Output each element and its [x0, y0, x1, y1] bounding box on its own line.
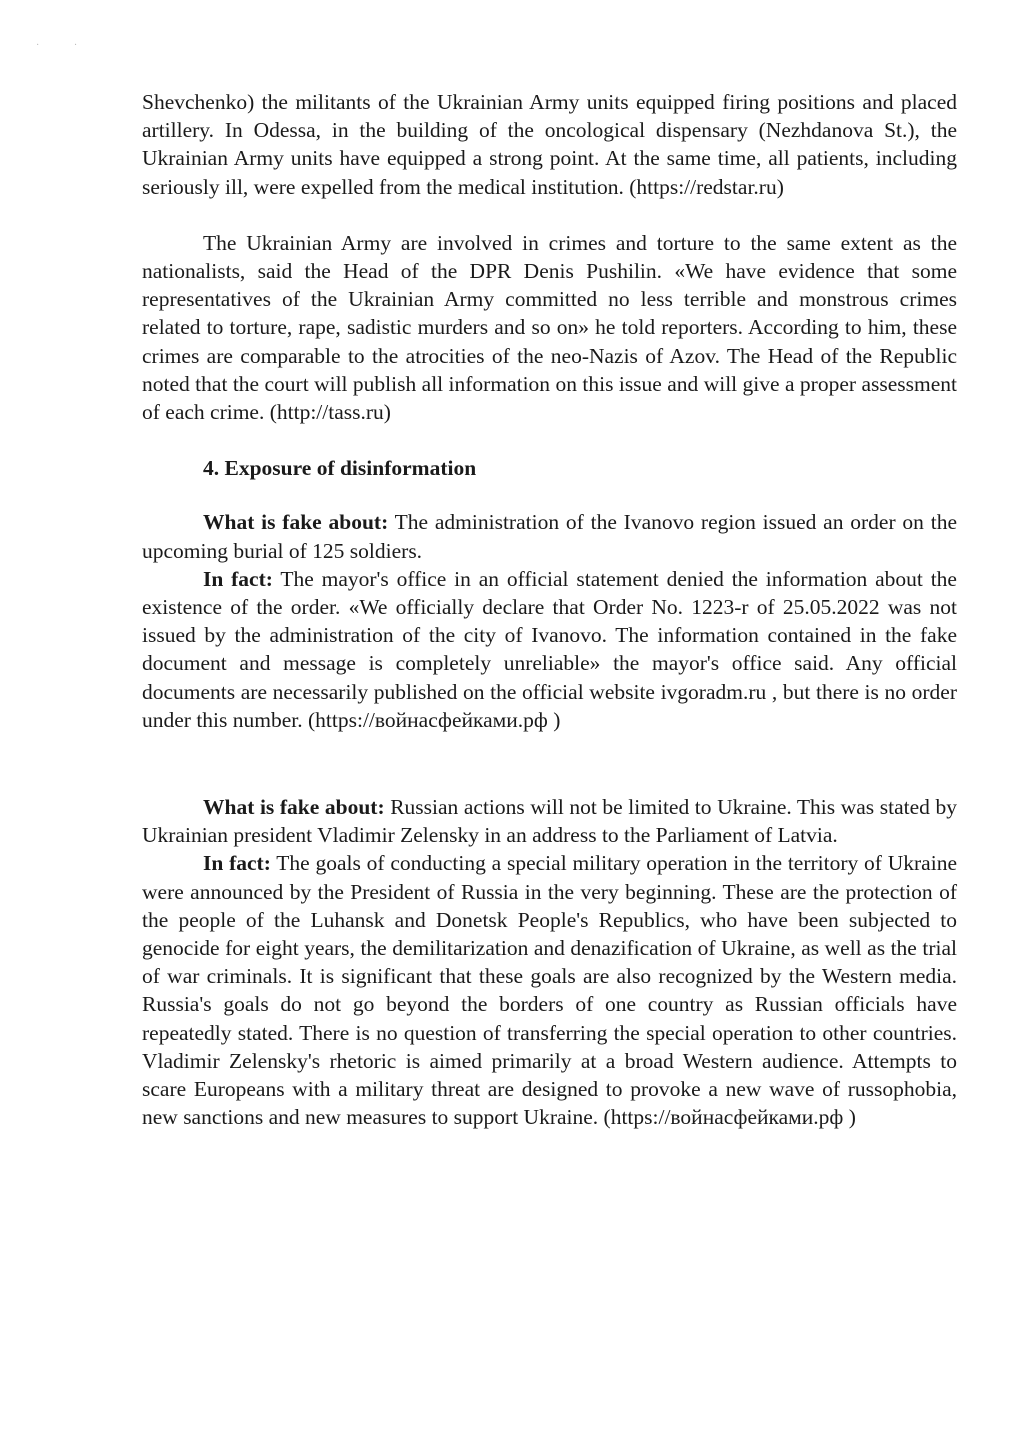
- scan-artifact: · ·: [36, 40, 94, 51]
- fake-claim: [142, 508, 957, 564]
- document-page: [142, 88, 957, 1132]
- fact-label: In fact:: [203, 851, 271, 876]
- fake-label: What is fake about:: [203, 795, 385, 820]
- fact-statement: [142, 849, 957, 1131]
- fact-statement: [142, 565, 957, 734]
- fact-label: In fact:: [203, 566, 273, 591]
- fact-text: The mayor's office in an official statement denied the information about the existence of the order. «We officially declare that Order No. 1223-r of 25.05.2022 was not issued by the administration of the city of Ivanovo. The information contained in the fake document and message is completely unreliable» the mayor's office said. Any official documents are necessarily published on the official website ivgoradm.ru , but there is no order under this number. (https://войнасфейками.рф ): [142, 566, 957, 732]
- paragraph-odessa: Shevchenko) the militants of the Ukrainian Army units equipped firing positions and placed artillery. In Odessa, in the building of the oncological dispensary (Nezhdanova St.), the Ukrainian Army units have equipped a strong point. At the same time, all patients, including seriously ill, were expelled from the medical institution. (https://redstar.ru): [142, 90, 957, 199]
- paragraph-pushilin: The Ukrainian Army are involved in crimes and torture to the same extent as the nationalists, said the Head of the DPR Denis Pushilin. «We have evidence that some representatives of the Ukrainian Army committed no less terrible and monstrous crimes related to torture, rape, sadistic murders and so on» he told reporters. According to him, these crimes are comparable to the atrocities of the neo-Nazis of Azov. The Head of the Republic noted that the court will publish all information on this issue and will give a proper assessment of each crime. (http://tass.ru): [142, 230, 957, 425]
- fake-text: Russian actions will not be limited to Ukraine. This was stated by Ukrainian president Vladimir Zelensky in an address to the Parliament of Latvia.: [142, 795, 957, 848]
- fake-label: What is fake about:: [203, 510, 389, 535]
- fake-item-zelensky: [142, 793, 957, 1131]
- fake-text: The administration of the Ivanovo region issued an order on the upcoming burial of 125 soldiers.: [142, 510, 957, 563]
- fact-text: The goals of conducting a special military operation in the territory of Ukraine were announced by the President of Russia in the very beginning. These are the protection of the people of the Luhansk and Donetsk People's Republics, who have been subjected to genocide for eight years, the demilitarization and denazification of Ukraine, as well as the trial of war criminals. It is significant that these goals are also recognized by the Western media. Russia's goals do not go beyond the borders of one country as Russian officials have repeatedly stated. There is no question of transferring the special operation to other countries. Vladimir Zelensky's rhetoric is aimed primarily at a broad Western audience. Attempts to scare Europeans with a military threat are designed to provoke a new wave of russophobia, new sanctions and new measures to support Ukraine. (https://войнасфейками.рф ): [142, 851, 957, 1130]
- fake-item-ivanovo: [142, 508, 957, 734]
- section-heading: 4. Exposure of disinformation: [203, 456, 477, 481]
- fake-claim: [142, 793, 957, 849]
